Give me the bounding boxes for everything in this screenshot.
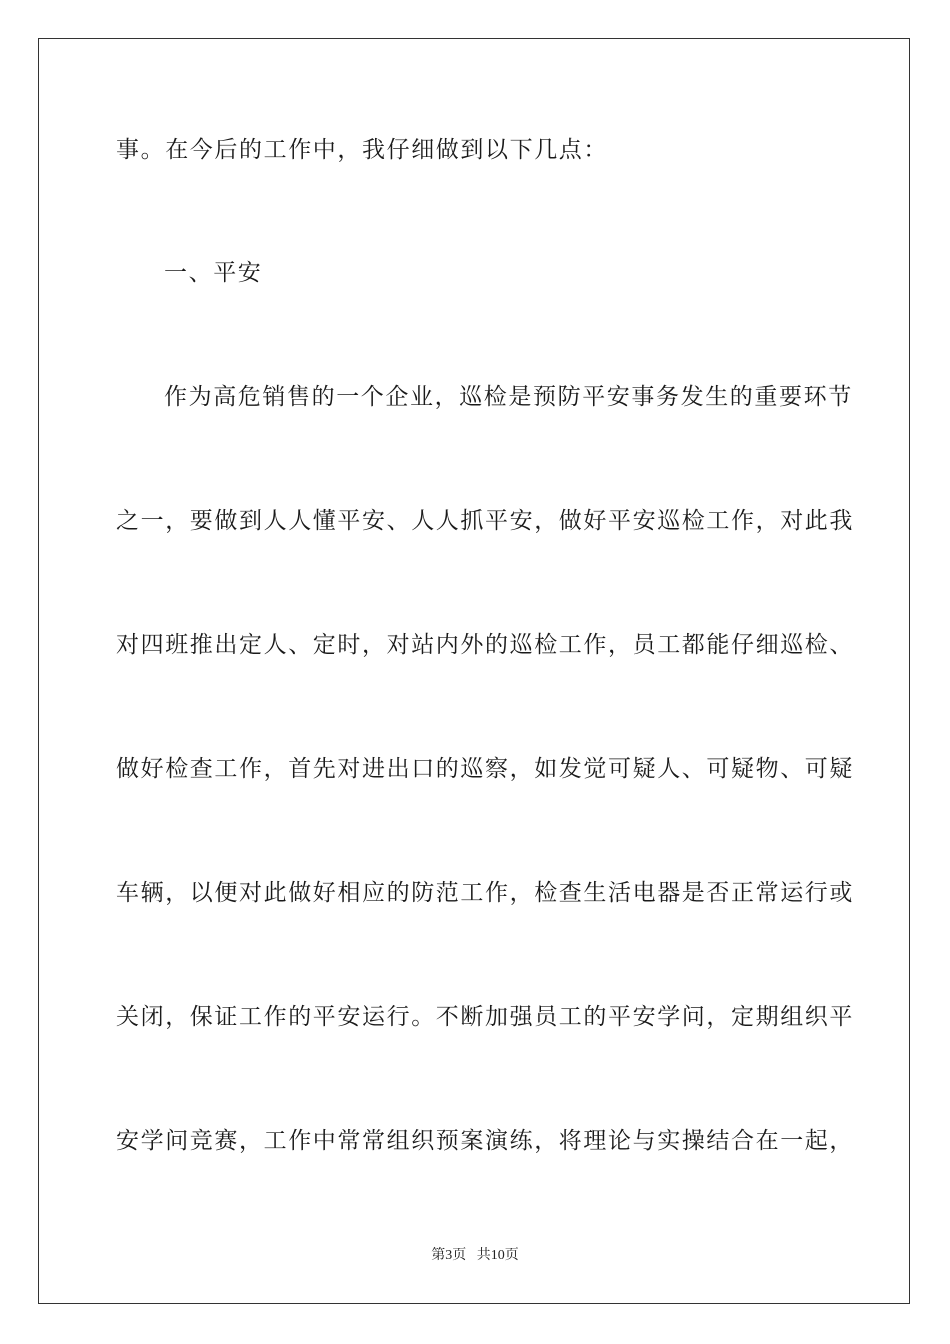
text-line-3: 作为高危销售的一个企业，巡检是预防平安事务发生的重要环节 [164, 384, 853, 410]
text-line-5: 对四班推出定人、定时，对站内外的巡检工作，员工都能仔细巡检、 [116, 632, 854, 658]
text-line-6: 做好检查工作，首先对进出口的巡察，如发觉可疑人、可疑物、可疑 [116, 756, 854, 782]
text-line-7: 车辆，以便对此做好相应的防范工作，检查生活电器是否正常运行或 [116, 880, 854, 906]
section-heading: 一、平安 [164, 260, 263, 286]
page-frame [38, 38, 910, 1304]
text-line-8: 关闭，保证工作的平安运行。不断加强员工的平安学问，定期组织平 [116, 1004, 854, 1030]
page-footer [0, 1247, 950, 1265]
page-total: 共10页 [476, 1248, 519, 1263]
text-line-9: 安学问竞赛，工作中常常组织预案演练，将理论与实操结合在一起， [116, 1128, 854, 1154]
text-line-4: 之一，要做到人人懂平安、人人抓平安，做好平安巡检工作，对此我 [116, 508, 854, 534]
text-line-1: 事。在今后的工作中，我仔细做到以下几点： [116, 137, 608, 163]
page-number: 第3页 [431, 1248, 467, 1263]
